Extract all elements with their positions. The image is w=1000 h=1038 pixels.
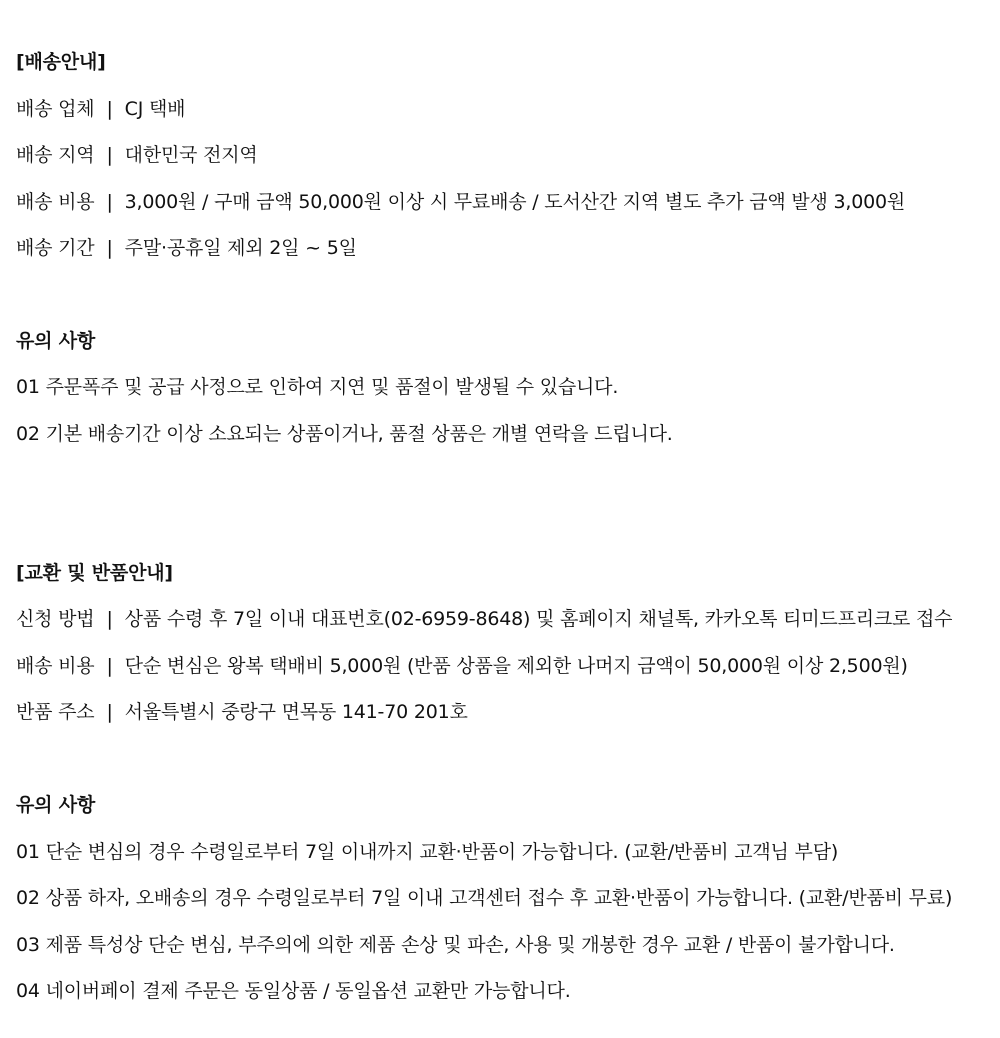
shipping-title: [배송안내] [16, 51, 106, 73]
row-value: 상품 수령 후 7일 이내 대표번호(02-6959-8648) 및 홈페이지 채널톡, 카카오톡 티미드프리크로 접수 [124, 608, 953, 630]
row-label: 반품 주소 [16, 701, 95, 723]
row-label: 신청 방법 [16, 608, 95, 630]
shipping-notes-title: 유의 사항 [16, 330, 96, 352]
exchange-note-item: 02 상품 하자, 오배송의 경우 수령일로부터 7일 이내 고객센터 접수 후 교환·반품이 가능합니다. (교환/반품비 무료) [16, 887, 953, 909]
shipping-row-period [16, 236, 357, 260]
row-label: 배송 비용 [16, 655, 95, 677]
row-value: 주말·공휴일 제외 2일 ~ 5일 [124, 237, 357, 259]
row-separator: | [106, 144, 113, 166]
row-value: 단순 변심은 왕복 택배비 5,000원 (반품 상품을 제외한 나머지 금액이 50,000원 이상 2,500원) [124, 655, 908, 677]
shipping-note-item: 01 주문폭주 및 공급 사정으로 인하여 지연 및 품절이 발생될 수 있습니다. [16, 376, 619, 398]
row-value: 서울특별시 중랑구 면목동 141-70 201호 [124, 701, 468, 723]
exchange-row-method [16, 607, 952, 631]
row-value: 3,000원 / 구매 금액 50,000원 이상 시 무료배송 / 도서산간 지역 별도 추가 금액 발생 3,000원 [124, 191, 906, 213]
exchange-note-item: 03 제품 특성상 단순 변심, 부주의에 의한 제품 손상 및 파손, 사용 및 개봉한 경우 교환 / 반품이 불가합니다. [16, 934, 895, 956]
row-label: 배송 기간 [16, 237, 95, 259]
row-value: 대한민국 전지역 [124, 144, 258, 166]
row-separator: | [106, 608, 113, 630]
row-label: 배송 업체 [16, 98, 95, 120]
row-separator: | [106, 701, 113, 723]
row-separator: | [106, 191, 113, 213]
shipping-note-item: 02 기본 배송기간 이상 소요되는 상품이거나, 품절 상품은 개별 연락을 드립니다. [16, 423, 673, 445]
row-separator: | [106, 237, 113, 259]
row-value: CJ 택배 [124, 98, 186, 120]
exchange-title: [교환 및 반품안내] [16, 562, 173, 584]
row-separator: | [106, 655, 113, 677]
row-separator: | [106, 98, 113, 120]
shipping-row-company [16, 97, 185, 121]
shipping-row-region [16, 143, 258, 167]
shipping-row-cost [16, 190, 905, 214]
exchange-notes-title: 유의 사항 [16, 794, 96, 816]
exchange-row-cost [16, 654, 908, 678]
exchange-row-address [16, 700, 468, 724]
exchange-note-item: 01 단순 변심의 경우 수령일로부터 7일 이내까지 교환·반품이 가능합니다. (교환/반품비 고객님 부담) [16, 841, 839, 863]
row-label: 배송 지역 [16, 144, 95, 166]
row-label: 배송 비용 [16, 191, 95, 213]
exchange-note-item: 04 네이버페이 결제 주문은 동일상품 / 동일옵션 교환만 가능합니다. [16, 980, 571, 1002]
